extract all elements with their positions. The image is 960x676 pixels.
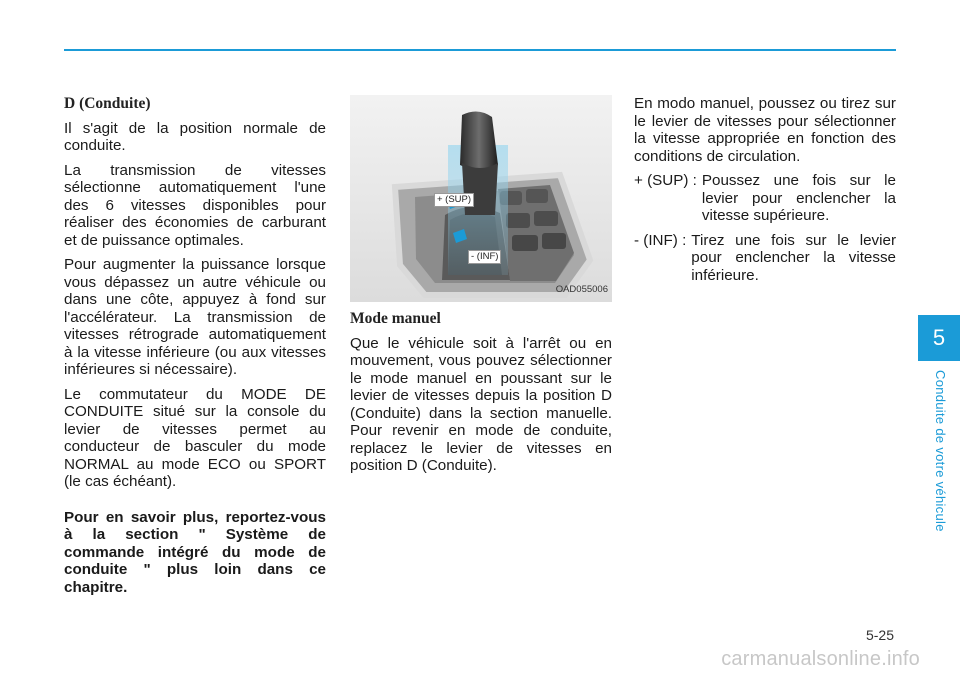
definition-term: + (SUP) :: [634, 172, 697, 189]
paragraph: Pour augmenter la puissance lorsque vous dépassez un autre véhicule ou dans une côte, appuyez à fond sur l'accélérateur. La transmission de vitesses rétrograde automatiquement à la vitesse inférieure (ou aux vitesses inférieures si nécessaire).: [64, 256, 326, 378]
chapter-title: Conduite de votre véhicule: [933, 370, 948, 532]
definition-sup: [634, 172, 896, 225]
paragraph: Il s'agit de la position normale de conduite.: [64, 119, 326, 154]
watermark: carmanualsonline.info: [721, 648, 920, 670]
paragraph: Que le véhicule soit à l'arrêt ou en mouvement, vous pouvez sélectionner le mode manuel en poussant sur le levier de vitesses depuis la position D (Conduite) dans la section manuelle. Pour revenir en mode de conduite, replacez le levier de vitesses en position D (Conduite).: [350, 334, 612, 474]
column-right: [634, 95, 896, 291]
reference-note: Pour en savoir plus, reportez-vous à la section " Système de commande intégré du mode de conduite " plus loin dans ce chapitre.: [64, 508, 326, 596]
figure-code: OAD055006: [555, 283, 608, 295]
label-inf: - (INF): [468, 250, 501, 264]
column-middle: [350, 95, 612, 482]
header-rule: [64, 49, 896, 51]
definition-text: Poussez une fois sur le levier pour enclencher la vitesse supérieure.: [701, 172, 896, 224]
section-heading-d: D (Conduite): [64, 95, 151, 112]
chapter-tab: 5: [918, 315, 960, 361]
paragraph: En modo manuel, poussez ou tirez sur le levier de vitesses pour sélectionner la vitesse appropriée en fonction des conditions de circulation.: [634, 95, 896, 165]
paragraph: Le commutateur du MODE DE CONDUITE situé sur la console du levier de vitesses permet au conducteur de basculer du mode NORMAL au mode ECO ou SPORT (le cas échéant).: [64, 385, 326, 490]
gear-shift-figure: [350, 95, 612, 302]
page-number: 5-25: [865, 627, 894, 643]
label-sup: + (SUP): [434, 193, 474, 207]
definition-text: Tirez une fois sur le levier pour enclencher la vitesse inférieure.: [691, 231, 896, 284]
column-left: [64, 95, 326, 603]
definition-term: - (INF) :: [634, 231, 687, 249]
definition-inf: [634, 232, 896, 285]
section-heading-manual: Mode manuel: [350, 310, 441, 327]
paragraph: La transmission de vitesses sélectionne automatiquement l'une des 6 vitesses disponibles pour réaliser des économies de carburant et de puissance optimales.: [64, 161, 326, 249]
gear-lever-illustration: [350, 95, 612, 302]
